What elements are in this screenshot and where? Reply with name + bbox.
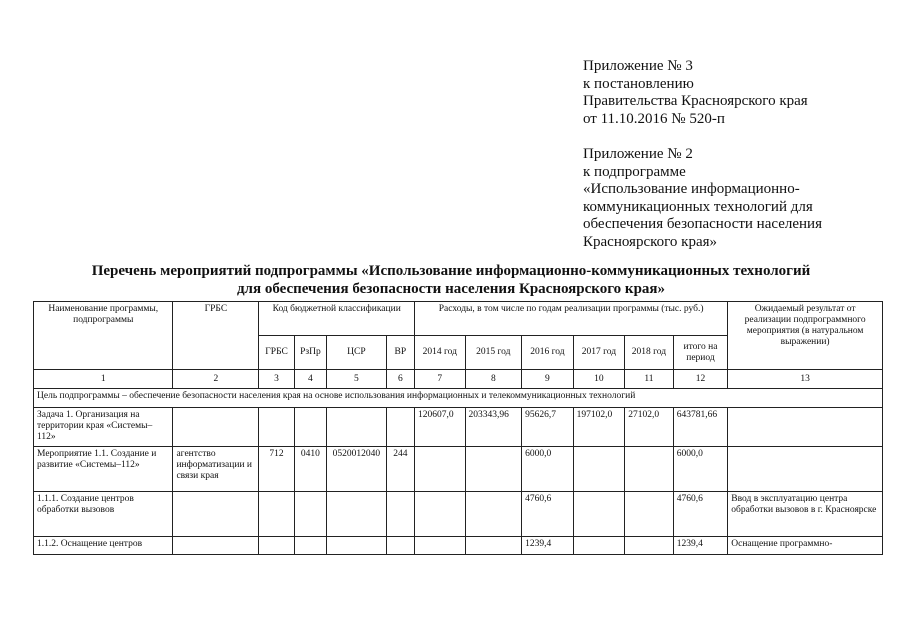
column-number: 3 — [259, 370, 294, 389]
subheader-total: итого на период — [673, 336, 728, 370]
subheader-2014: 2014 год — [415, 336, 466, 370]
subheader-2016: 2016 год — [522, 336, 574, 370]
cell: 244 — [386, 447, 414, 492]
cell — [386, 408, 414, 447]
document-title — [40, 262, 862, 298]
annex-line: обеспечения безопасности населения — [583, 216, 822, 232]
cell: 1.1.2. Оснащение центров — [34, 537, 173, 555]
cell — [573, 447, 625, 492]
cell: 197102,0 — [573, 408, 625, 447]
table-row — [34, 537, 883, 555]
cell — [259, 408, 294, 447]
subheader-2018: 2018 год — [625, 336, 674, 370]
cell — [625, 447, 674, 492]
cell: агентство информатизации и связи края — [173, 447, 259, 492]
cell — [415, 537, 466, 555]
cell — [728, 408, 883, 447]
cell: 203343,96 — [465, 408, 522, 447]
cell: 1239,4 — [673, 537, 728, 555]
column-numbers-row — [34, 370, 883, 389]
cell: 1239,4 — [522, 537, 574, 555]
cell: 6000,0 — [673, 447, 728, 492]
subheader-vr: ВР — [386, 336, 414, 370]
cell — [259, 492, 294, 537]
annex-line: к подпрограмме — [583, 163, 686, 180]
cell: 0520012040 — [327, 447, 387, 492]
annex-2-header — [583, 146, 822, 251]
cell: Задача 1. Организация на территории края «Системы–112» — [34, 408, 173, 447]
cell: 4760,6 — [673, 492, 728, 537]
activities-table — [33, 301, 883, 555]
goal-row — [34, 389, 883, 408]
header-name: Наименование программы, подпрограммы — [34, 302, 173, 370]
title-line-1: Перечень мероприятий подпрограммы «Использование информационно-коммуникационных технологий — [91, 263, 811, 279]
cell — [173, 492, 259, 537]
cell — [625, 537, 674, 555]
cell: 6000,0 — [522, 447, 574, 492]
column-number: 8 — [465, 370, 522, 389]
column-number: 6 — [386, 370, 414, 389]
annex-line: Приложение № 2 — [583, 146, 693, 162]
subheader-2015: 2015 год — [465, 336, 522, 370]
table-row — [34, 492, 883, 537]
annex-line: Правительства Красноярского края — [583, 93, 808, 109]
cell — [327, 537, 387, 555]
cell: 27102,0 — [625, 408, 674, 447]
column-number: 13 — [728, 370, 883, 389]
cell — [728, 447, 883, 492]
cell — [415, 492, 466, 537]
table-row — [34, 447, 883, 492]
cell: 712 — [259, 447, 294, 492]
column-number: 7 — [415, 370, 466, 389]
cell: Ввод в эксплуатацию центра обработки вызовов в г. Красноярске — [728, 492, 883, 537]
column-number: 2 — [173, 370, 259, 389]
column-number: 12 — [673, 370, 728, 389]
annex-line: Красноярского края» — [583, 233, 718, 250]
subheader-2017: 2017 год — [573, 336, 625, 370]
column-number: 1 — [34, 370, 173, 389]
annex-line: к постановлению — [583, 75, 694, 92]
cell — [294, 537, 326, 555]
annex-line: «Использование информационно- — [583, 181, 800, 197]
goal-text: Цель подпрограммы – обеспечение безопасности населения края на основе использования информационных и телекоммуникационных технологий — [34, 389, 883, 408]
cell — [573, 537, 625, 555]
subheader-grbs: ГРБС — [259, 336, 294, 370]
cell — [465, 492, 522, 537]
cell — [294, 408, 326, 447]
cell — [465, 447, 522, 492]
title-line-2: для обеспечения безопасности населения Красноярского края» — [236, 281, 666, 297]
cell — [294, 492, 326, 537]
cell — [259, 537, 294, 555]
annex-line: коммуникационных технологий для — [583, 198, 813, 215]
cell — [573, 492, 625, 537]
column-number: 11 — [625, 370, 674, 389]
cell: 0410 — [294, 447, 326, 492]
cell — [465, 537, 522, 555]
cell — [327, 408, 387, 447]
cell — [386, 492, 414, 537]
cell — [173, 408, 259, 447]
header-expenses: Расходы, в том числе по годам реализации программы (тыс. руб.) — [415, 302, 728, 336]
cell: 1.1.1. Создание центров обработки вызовов — [34, 492, 173, 537]
header-result: Ожидаемый результат от реализации подпрограммного мероприятия (в натуральном выражении) — [728, 302, 883, 370]
table-row — [34, 408, 883, 447]
header-budget-code: Код бюджетной классификации — [259, 302, 415, 336]
cell: 4760,6 — [522, 492, 574, 537]
subheader-csr: ЦСР — [327, 336, 387, 370]
column-number: 10 — [573, 370, 625, 389]
annex-3-header — [583, 58, 808, 128]
cell: Мероприятие 1.1. Создание и развитие «Системы–112» — [34, 447, 173, 492]
annex-line: Приложение № 3 — [583, 58, 693, 74]
cell — [173, 537, 259, 555]
annex-line: от 11.10.2016 № 520-п — [583, 110, 725, 127]
header-grbs: ГРБС — [173, 302, 259, 370]
column-number: 4 — [294, 370, 326, 389]
cell — [625, 492, 674, 537]
cell: Оснащение программно- — [728, 537, 883, 555]
cell: 643781,66 — [673, 408, 728, 447]
column-number: 9 — [522, 370, 574, 389]
cell: 95626,7 — [522, 408, 574, 447]
cell — [327, 492, 387, 537]
column-number: 5 — [327, 370, 387, 389]
cell: 120607,0 — [415, 408, 466, 447]
cell — [415, 447, 466, 492]
cell — [386, 537, 414, 555]
subheader-rzpr: РзПр — [294, 336, 326, 370]
